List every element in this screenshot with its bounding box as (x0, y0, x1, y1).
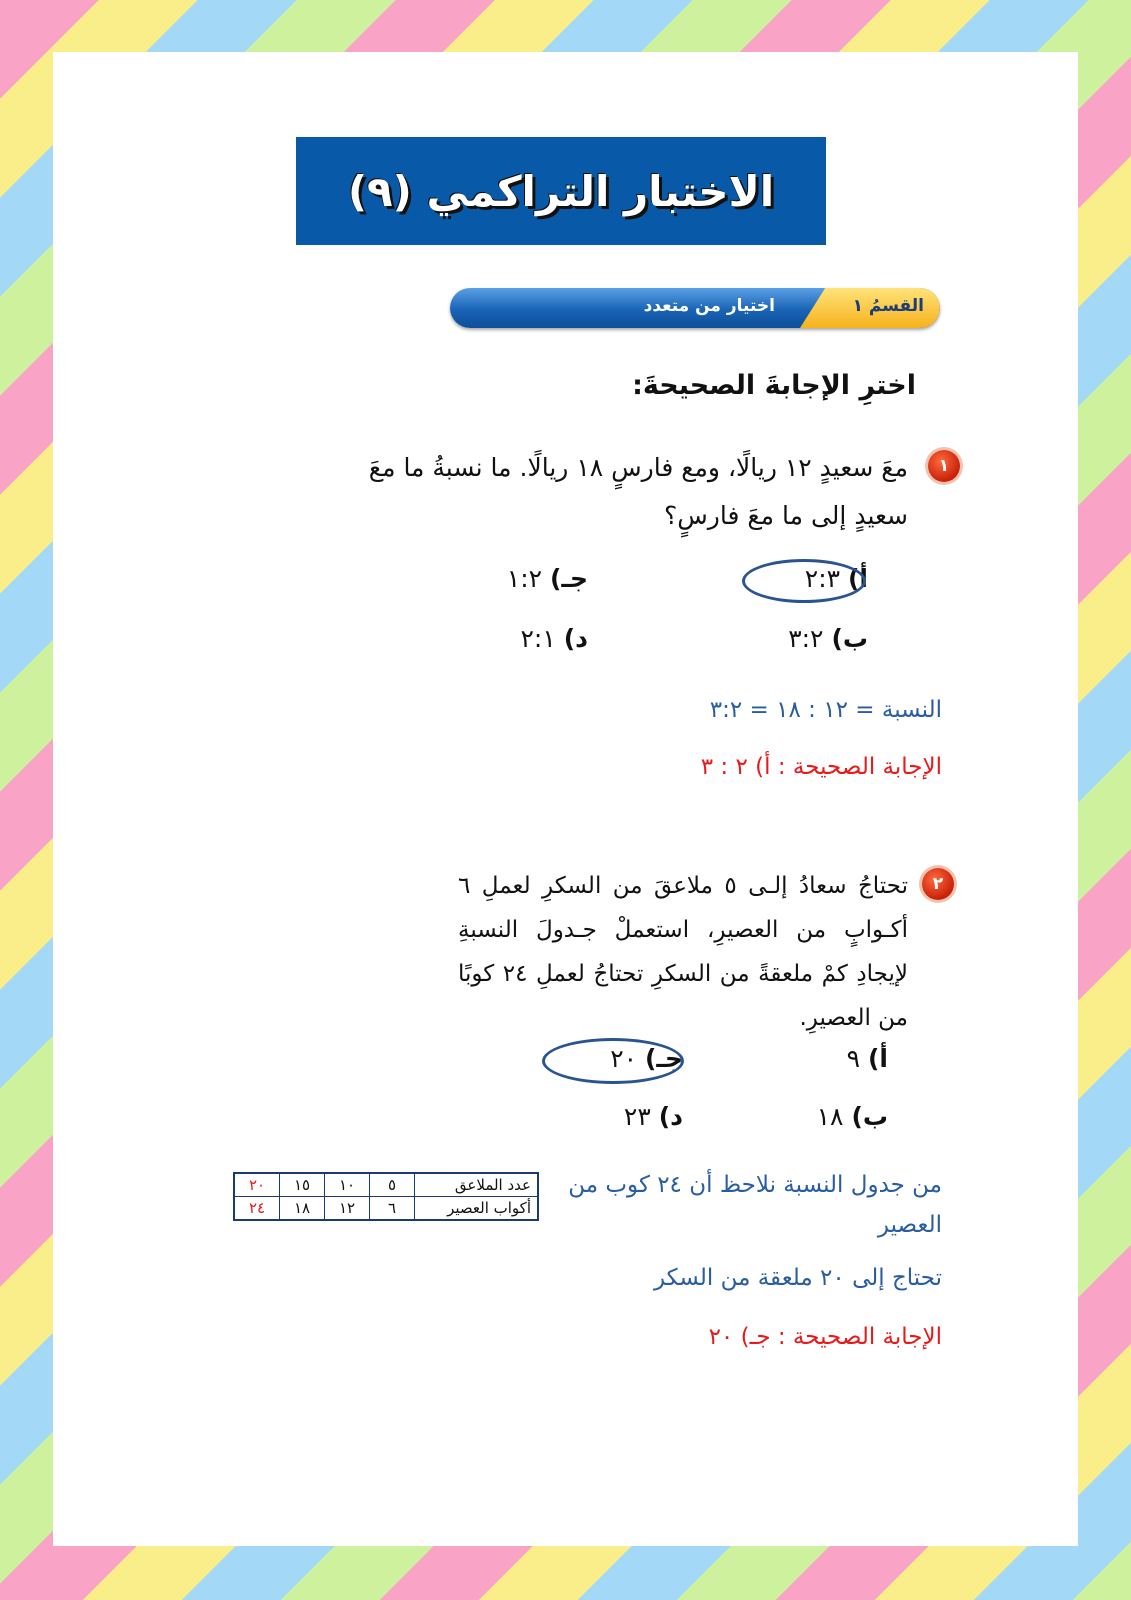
question-2-text: تحتاجُ سعادُ إلـى ٥ ملاعقَ من السكرِ لعملِ ٦ أكـوابٍ من العصيرِ، استعملْ جـدولَ النسبةِ لإيجادِ كمْ ملعقةً من السكرِ تحتاجُ لعملِ ٢٤ كوبًا من العصيرِ. (458, 873, 908, 1031)
worksheet-page (53, 52, 1078, 1546)
table-row (234, 1197, 538, 1221)
q2-option-a-label: أ) (868, 1044, 888, 1073)
instruction-text: اخترِ الإجابةَ الصحيحةَ: (632, 370, 916, 401)
q1-option-c-value: ١:٢ (506, 564, 543, 593)
q1-option-c[interactable] (507, 564, 588, 593)
section-header-bar (450, 288, 940, 328)
question-1-text: معَ سعيدٍ ١٢ ريالًا، ومع فارسٍ ١٨ ريالًا. ما نسبةُ ما معَ سعيدٍ إلى ما معَ فارسٍ؟ (368, 453, 908, 530)
q1-option-d[interactable] (521, 624, 589, 653)
page-title: الاختبار التراكمي (٩) (347, 166, 775, 216)
q1-answer: الإجابة الصحيحة : أ) ٢ : ٣ (700, 754, 942, 780)
question-1-number: ١ (938, 456, 950, 476)
table-cell: ١٥ (280, 1173, 325, 1197)
q1-option-a-label: أ) (848, 564, 868, 593)
table-cell: ١٠ (325, 1173, 370, 1197)
q1-solution: النسبة = ١٢ : ١٨ = ٣:٢ (709, 697, 942, 723)
q2-option-b-label: ب) (851, 1102, 888, 1131)
q2-option-a-value: ٩ (846, 1044, 861, 1073)
q1-option-d-label: د) (563, 624, 588, 653)
q2-option-b-value: ١٨ (816, 1102, 844, 1131)
table-cell: ٥ (370, 1173, 415, 1197)
q2-option-c-value: ٢٠ (610, 1044, 638, 1073)
ratio-table (233, 1172, 539, 1221)
q2-answer: الإجابة الصحيحة : جـ) ٢٠ (708, 1324, 942, 1350)
table-cell-highlight: ٢٠ (234, 1173, 280, 1197)
table-row1-label: عدد الملاعق (415, 1173, 539, 1197)
q1-option-b-label: ب) (831, 624, 868, 653)
q2-solution-line1: من جدول النسبة نلاحظ أن ٢٤ كوب من العصير (568, 1172, 942, 1238)
question-2-number-badge (922, 868, 954, 900)
title-banner (296, 137, 826, 245)
q2-solution-line2: تحتاج إلى ٢٠ ملعقة من السكر (653, 1265, 942, 1291)
q1-option-b[interactable] (788, 624, 868, 653)
q2-option-d-value: ٢٣ (623, 1102, 651, 1131)
section-name: اختيار من متعدد (643, 296, 775, 316)
q2-option-a[interactable] (847, 1044, 888, 1073)
question-2-number: ٢ (932, 874, 944, 894)
section-tab-label: القسمُ ١ (852, 296, 924, 316)
q2-answer-circle (542, 1038, 684, 1084)
q2-option-d-label: د) (658, 1102, 683, 1131)
q1-option-a-value: ٢:٣ (804, 564, 841, 593)
table-cell: ١٨ (280, 1197, 325, 1221)
q1-answer-circle (742, 559, 866, 603)
table-cell-highlight: ٢٤ (234, 1197, 280, 1221)
q2-option-b[interactable] (817, 1102, 888, 1131)
table-cell: ١٢ (325, 1197, 370, 1221)
table-cell: ٦ (370, 1197, 415, 1221)
q1-option-b-value: ٣:٢ (788, 624, 824, 653)
q2-option-c-label: جـ) (645, 1044, 683, 1073)
q1-option-c-label: جـ) (550, 564, 588, 593)
question-1-number-badge (928, 450, 960, 482)
table-row2-label: أكواب العصير (415, 1197, 539, 1221)
table-row (234, 1173, 538, 1197)
q2-option-d[interactable] (624, 1102, 683, 1131)
q1-option-d-value: ٢:١ (520, 624, 556, 653)
